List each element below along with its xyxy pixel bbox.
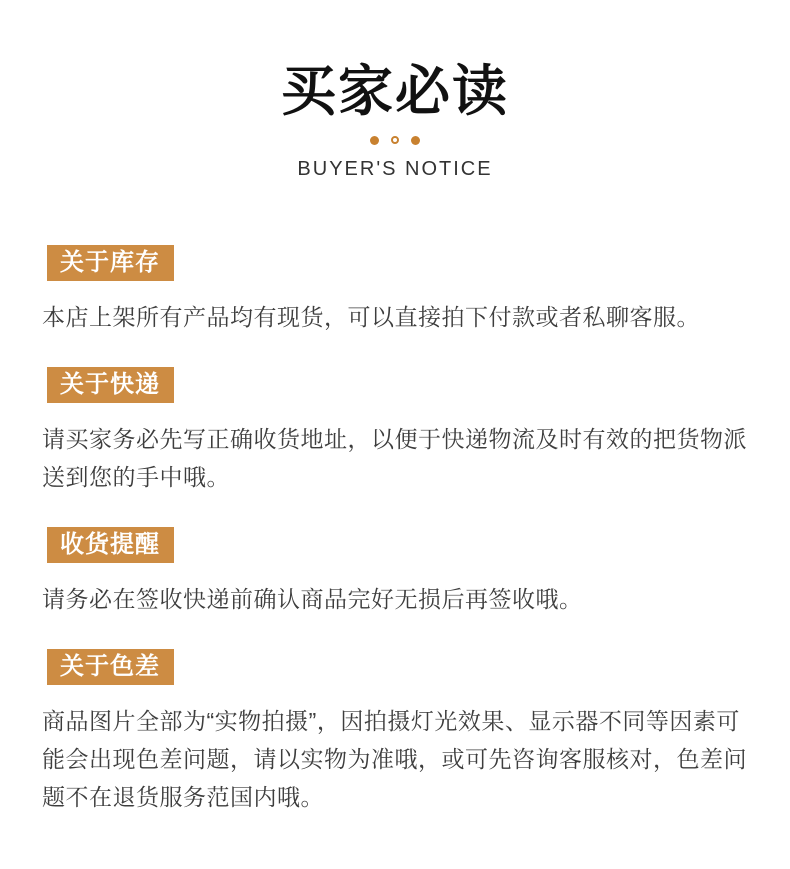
dot-hollow-icon <box>391 136 399 144</box>
dot-filled-icon <box>370 136 379 145</box>
section-receipt-reminder <box>42 527 748 618</box>
section-shipping <box>42 367 748 496</box>
section-body-color-difference: 商品图片全部为“实物拍摄”，因拍摄灯光效果、显示器不同等因素可能会出现色差问题，请以实物为准哦，或可先咨询客服核对，色差问题不在退货服务范国内哦。 <box>42 708 747 811</box>
section-stock <box>42 245 748 336</box>
section-label-shipping: 关于快递 <box>47 367 174 403</box>
section-label-stock: 关于库存 <box>47 245 174 281</box>
notice-sections <box>0 245 790 816</box>
page-subtitle: BUYER'S NOTICE <box>297 158 493 181</box>
section-label-color-difference: 关于色差 <box>47 649 174 685</box>
page-title: 买家必读 <box>280 60 509 122</box>
section-color-difference <box>42 649 748 816</box>
page-header <box>0 0 790 181</box>
section-body-stock: 本店上架所有产品均有现货，可以直接拍下付款或者私聊客服。 <box>42 304 700 331</box>
dot-filled-icon <box>411 136 420 145</box>
section-label-receipt-reminder: 收货提醒 <box>47 527 174 563</box>
section-body-shipping: 请买家务必先写正确收货地址，以便于快递物流及时有效的把货物派送到您的手中哦。 <box>42 426 747 491</box>
section-body-receipt-reminder: 请务必在签收快递前确认商品完好无损后再签收哦。 <box>42 586 583 613</box>
title-ornament <box>0 134 790 146</box>
